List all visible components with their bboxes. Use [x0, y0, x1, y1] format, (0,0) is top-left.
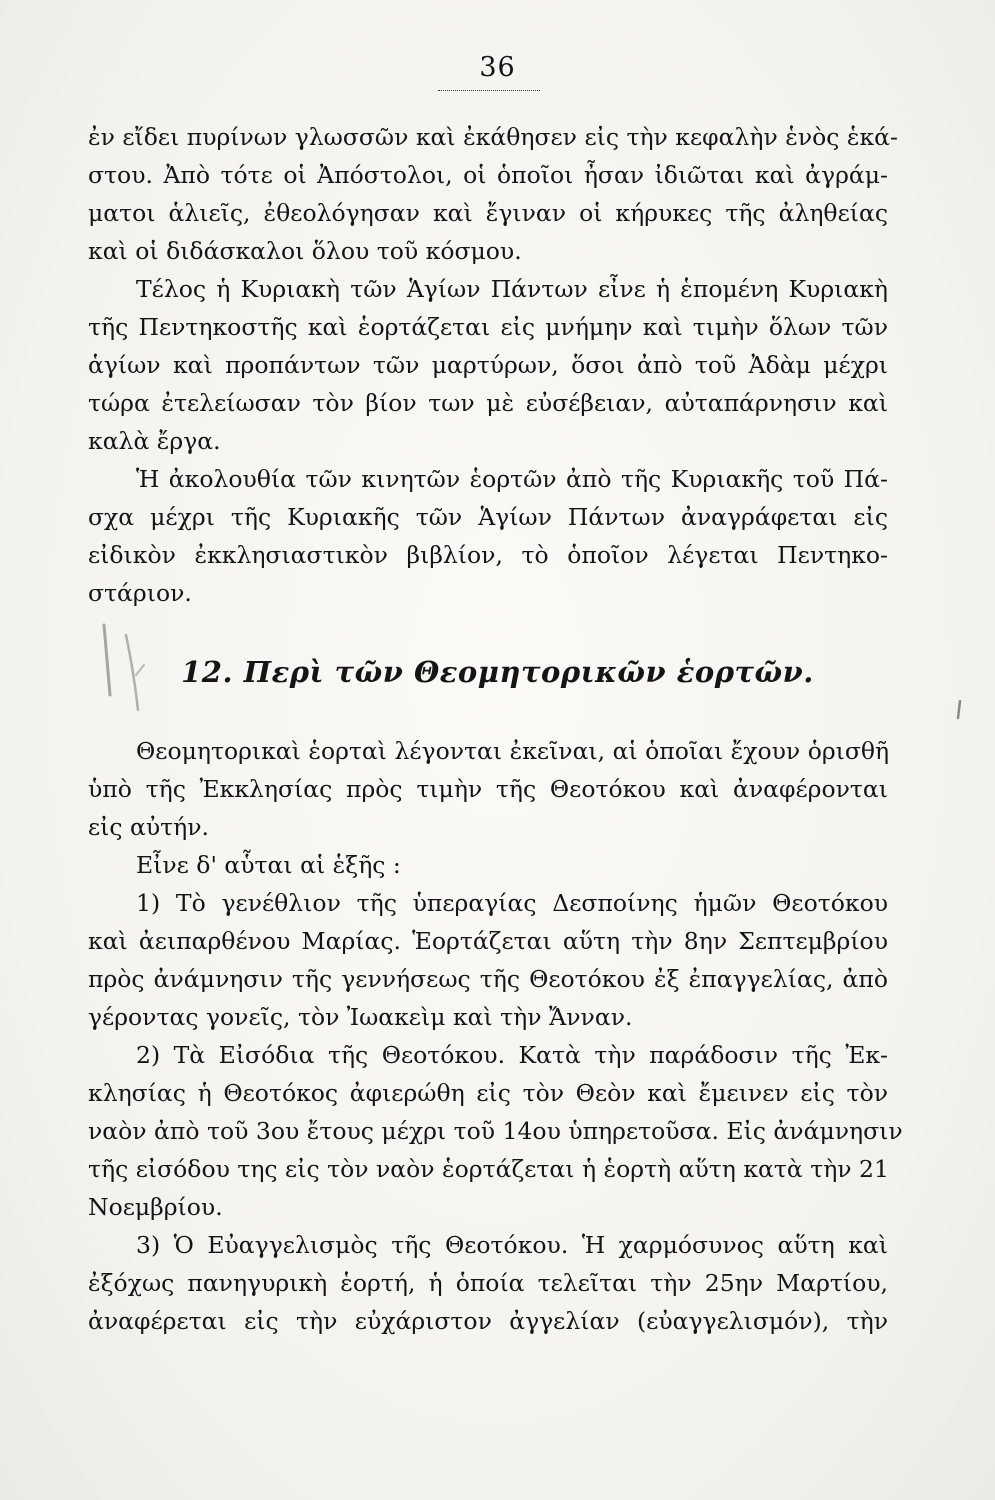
- text-line: ἀναφέρεται εἰς τὴν εὐχάριστον ἀγγελίαν (εὐαγγελισμόν), τὴν: [88, 1307, 888, 1335]
- text-line: πρὸς ἀνάμνησιν τῆς γεννήσεως τῆς Θεοτόκου ἐξ ἐπαγγελίας, ἀπὸ: [88, 965, 888, 993]
- paragraph-pentecostarion: [88, 460, 888, 612]
- text-line: στάριον.: [88, 579, 192, 607]
- text-line: 2) Τὰ Εἰσόδια τῆς Θεοτόκου. Κατὰ τὴν παράδοσιν τῆς Ἐκ-: [136, 1041, 888, 1069]
- text-line: Ἡ ἀκολουθία τῶν κινητῶν ἑορτῶν ἀπὸ τῆς Κυριακῆς τοῦ Πά-: [136, 465, 888, 493]
- text-line: Εἶνε δ' αὗται αἱ ἑξῆς :: [136, 851, 401, 879]
- text-line: Θεομητορικαὶ ἑορταὶ λέγονται ἐκεῖναι, αἱ ὁποῖαι ἔχουν ὁρισθῆ: [136, 737, 890, 765]
- ink-speck-icon: [955, 700, 963, 720]
- text-line: ματοι ἁλιεῖς, ἐθεολόγησαν καὶ ἔγιναν οἱ κήρυκες τῆς ἀληθείας: [88, 199, 888, 227]
- text-line: Νοεμβρίου.: [88, 1193, 223, 1221]
- page-number: 36: [479, 52, 516, 83]
- list-item-annunciation: [88, 1226, 888, 1340]
- text-line: 3) Ὁ Εὐαγγελισμὸς τῆς Θεοτόκου. Ἡ χαρμόσυνος αὕτη καὶ: [136, 1231, 888, 1259]
- text-line: τῆς εἰσόδου της εἰς τὸν ναὸν ἑορτάζεται ἡ ἑορτὴ αὕτη κατὰ τὴν 21: [88, 1155, 889, 1183]
- text-line: ὑπὸ τῆς Ἐκκλησίας πρὸς τιμὴν τῆς Θεοτόκου καὶ ἀναφέρονται: [88, 775, 888, 803]
- paragraph-pentecost-continuation: [88, 118, 898, 270]
- paragraph-theometoric-definition: [88, 732, 888, 846]
- paragraph-all-saints-sunday: [88, 270, 888, 460]
- paragraph-list-intro: [88, 846, 888, 884]
- text-line: γέροντας γονεῖς, τὸν Ἰωακεὶμ καὶ τὴν Ἄνναν.: [88, 1003, 633, 1031]
- text-line: εἰδικὸν ἐκκλησιαστικὸν βιβλίον, τὸ ὁποῖον λέγεται Πεντηκο-: [88, 541, 888, 569]
- list-item-nativity-of-theotokos: [88, 884, 888, 1036]
- text-line: ἁγίων καὶ προπάντων τῶν μαρτύρων, ὅσοι ἀπὸ τοῦ Ἀδὰμ μέχρι: [88, 351, 888, 379]
- section-heading: 12. Περὶ τῶν Θεομητορικῶν ἑορτῶν.: [181, 655, 814, 689]
- text-line: στου. Ἀπὸ τότε οἱ Ἀπόστολοι, οἱ ὁποῖοι ἦσαν ἰδιῶται καὶ ἀγράμ-: [88, 161, 888, 189]
- text-line: καλὰ ἔργα.: [88, 427, 221, 455]
- text-line: τῆς Πεντηκοστῆς καὶ ἑορτάζεται εἰς μνήμην καὶ τιμὴν ὅλων τῶν: [88, 313, 888, 341]
- text-line: ναὸν ἀπὸ τοῦ 3ου ἔτους μέχρι τοῦ 14ου ὑπηρετοῦσα. Εἰς ἀνάμνησιν: [88, 1117, 903, 1145]
- text-line: σχα μέχρι τῆς Κυριακῆς τῶν Ἁγίων Πάντων ἀναγράφεται εἰς: [88, 503, 888, 531]
- list-item-entry-of-theotokos: [88, 1036, 903, 1226]
- text-line: ἐν εἴδει πυρίνων γλωσσῶν καὶ ἐκάθησεν εἰς τὴν κεφαλὴν ἑνὸς ἑκά-: [88, 123, 898, 151]
- text-line: τώρα ἐτελείωσαν τὸν βίον των μὲ εὐσέβειαν, αὐταπάρνησιν καὶ: [88, 389, 888, 417]
- text-line: 1) Τὸ γενέθλιον τῆς ὑπεραγίας Δεσποίνης ἡμῶν Θεοτόκου: [136, 889, 888, 917]
- page-number-rule: [438, 90, 540, 91]
- text-line: καὶ ἀειπαρθένου Μαρίας. Ἑορτάζεται αὕτη τὴν 8ην Σεπτεμβρίου: [88, 927, 888, 955]
- text-line: ἐξόχως πανηγυρικὴ ἑορτή, ἡ ὁποία τελεῖται τὴν 25ην Μαρτίου,: [88, 1269, 888, 1297]
- text-line: καὶ οἱ διδάσκαλοι ὅλου τοῦ κόσμου.: [88, 237, 522, 265]
- text-line: Τέλος ἡ Κυριακὴ τῶν Ἁγίων Πάντων εἶνε ἡ ἑπομένη Κυριακὴ: [136, 275, 888, 303]
- text-line: εἰς αὐτήν.: [88, 813, 210, 841]
- text-line: κλησίας ἡ Θεοτόκος ἀφιερώθη εἰς τὸν Θεὸν καὶ ἔμεινεν εἰς τὸν: [88, 1079, 888, 1107]
